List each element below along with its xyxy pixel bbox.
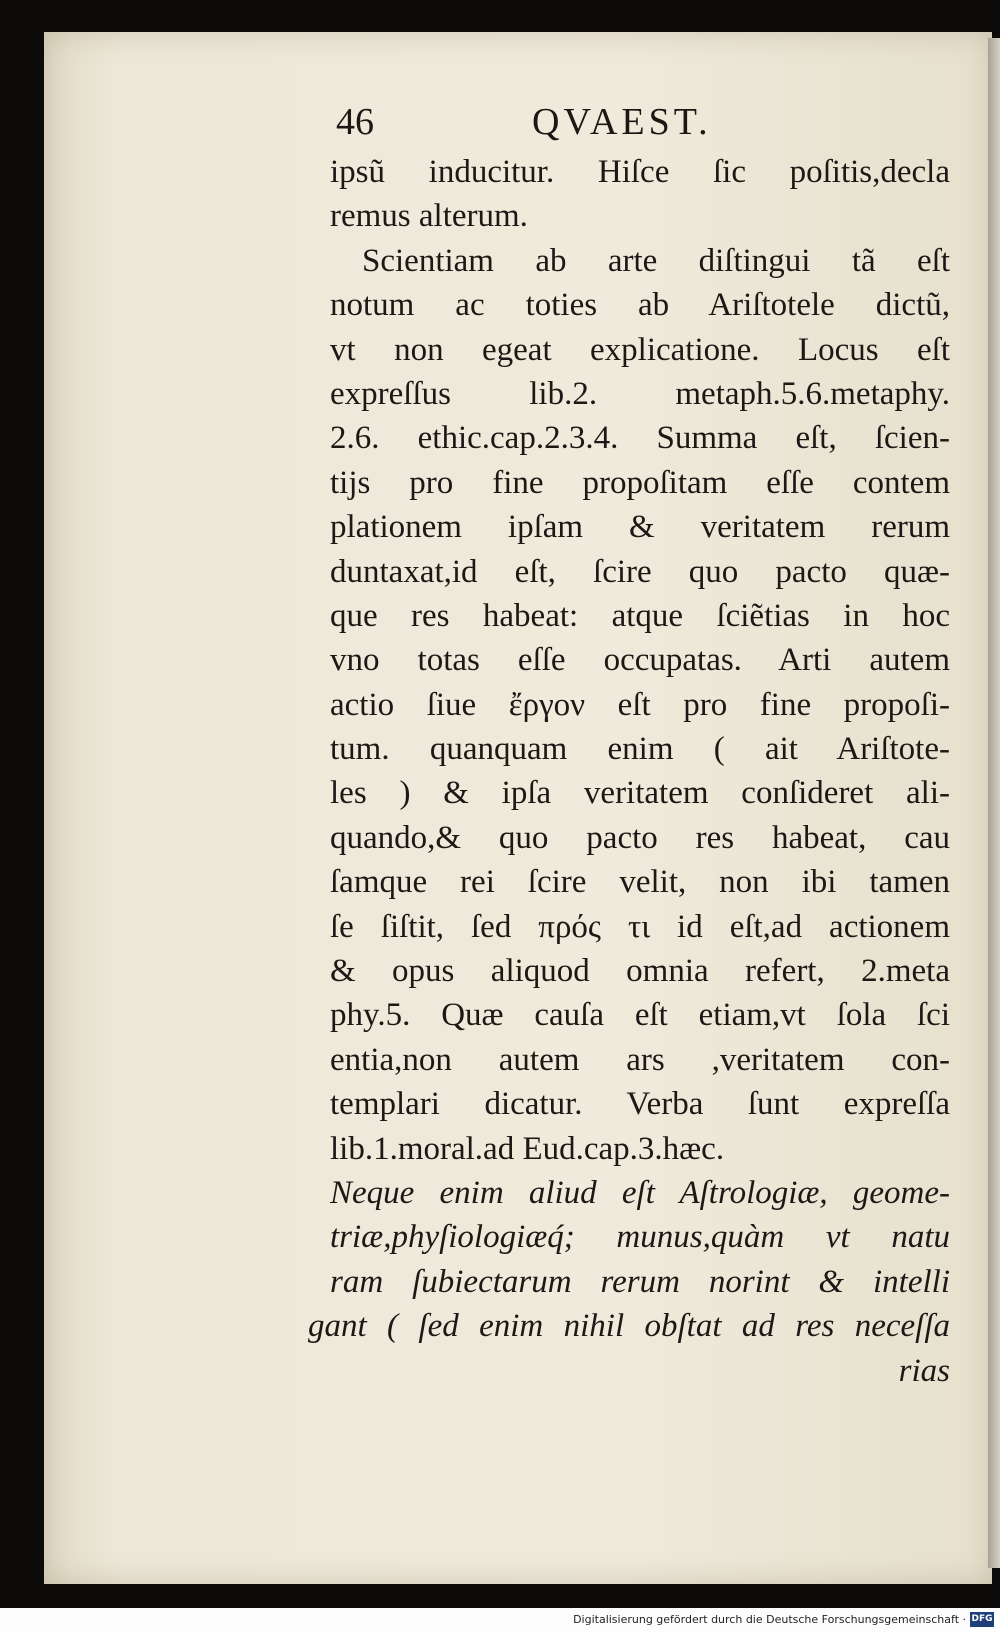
text-line: ipsũ inducitur. Hiſce ſic poſitis,decla [330, 154, 950, 190]
text-line: tum. quanquam enim ( ait Ariſtote- [330, 731, 950, 768]
footer-credit: Digitalisierung gefördert durch die Deutsche Forschungsgemeinschaft · [573, 1613, 966, 1626]
catchword: rias [898, 1352, 950, 1389]
text-line: tijs pro fine propoſitam eſſe contem [330, 464, 950, 501]
quote-line: gant ( ſed enim nihil obſtat ad res neceſſa [308, 1308, 950, 1345]
text-line: Scientiam ab arte diſtingui tã eſt [362, 242, 950, 279]
dfg-logo-icon: DFG [970, 1612, 994, 1627]
footer-bar [0, 1608, 1000, 1633]
text-line: vno totas eſſe occupatas. Arti autem [330, 642, 950, 679]
running-title: QVAEST. [532, 101, 712, 143]
page-header [336, 96, 896, 152]
text-line: quando,& quo pacto res habeat, cau [330, 819, 950, 856]
text-line: notum ac toties ab Ariſtotele dictũ, [330, 287, 950, 324]
text-line: que res habeat: atque ſciẽtias in hoc [330, 597, 950, 634]
text-line: duntaxat,id eſt, ſcire quo pacto quæ- [330, 553, 950, 590]
text-line: & opus aliquod omnia refert, 2.meta [330, 953, 950, 990]
text-line: plationem ipſam & veritatem rerum [330, 509, 950, 546]
page-number: 46 [336, 101, 374, 143]
text-line: expreſſus lib.2. metaph.5.6.metaphy. [330, 375, 950, 412]
text-line: templari dicatur. Verba ſunt expreſſa [330, 1086, 950, 1123]
text-line: phy.5. Quæ cauſa eſt etiam,vt ſola ſci [330, 997, 950, 1034]
next-page-edge [988, 38, 1000, 1568]
quote-line: triæ,phyſiologiæq́; munus,quàm vt natu [330, 1219, 950, 1256]
text-line: ſe ſiſtit, ſed πρός τι id eſt,ad actionem [330, 908, 950, 945]
text-line: ſamque rei ſcire velit, non ibi tamen [330, 864, 950, 901]
text-line: remus alterum. [330, 198, 528, 235]
text-line: entia,non autem ars ,veritatem con- [330, 1041, 950, 1078]
text-line: actio ſiue ἔργον eſt pro fine propoſi- [330, 686, 950, 723]
text-block [308, 150, 950, 1393]
text-line: vt non egeat explicatione. Locus eſt [330, 331, 950, 368]
text-line: les ) & ipſa veritatem conſideret ali- [330, 775, 950, 812]
text-line: lib.1.moral.ad Eud.cap.3.hæc. [330, 1130, 725, 1167]
quote-line: ram ſubiectarum rerum norint & intelli [330, 1263, 950, 1300]
quote-line: Neque enim aliud eſt Aſtrologiæ, geome- [330, 1174, 950, 1211]
text-line: 2.6. ethic.cap.2.3.4. Summa eſt, ſcien- [330, 420, 950, 457]
